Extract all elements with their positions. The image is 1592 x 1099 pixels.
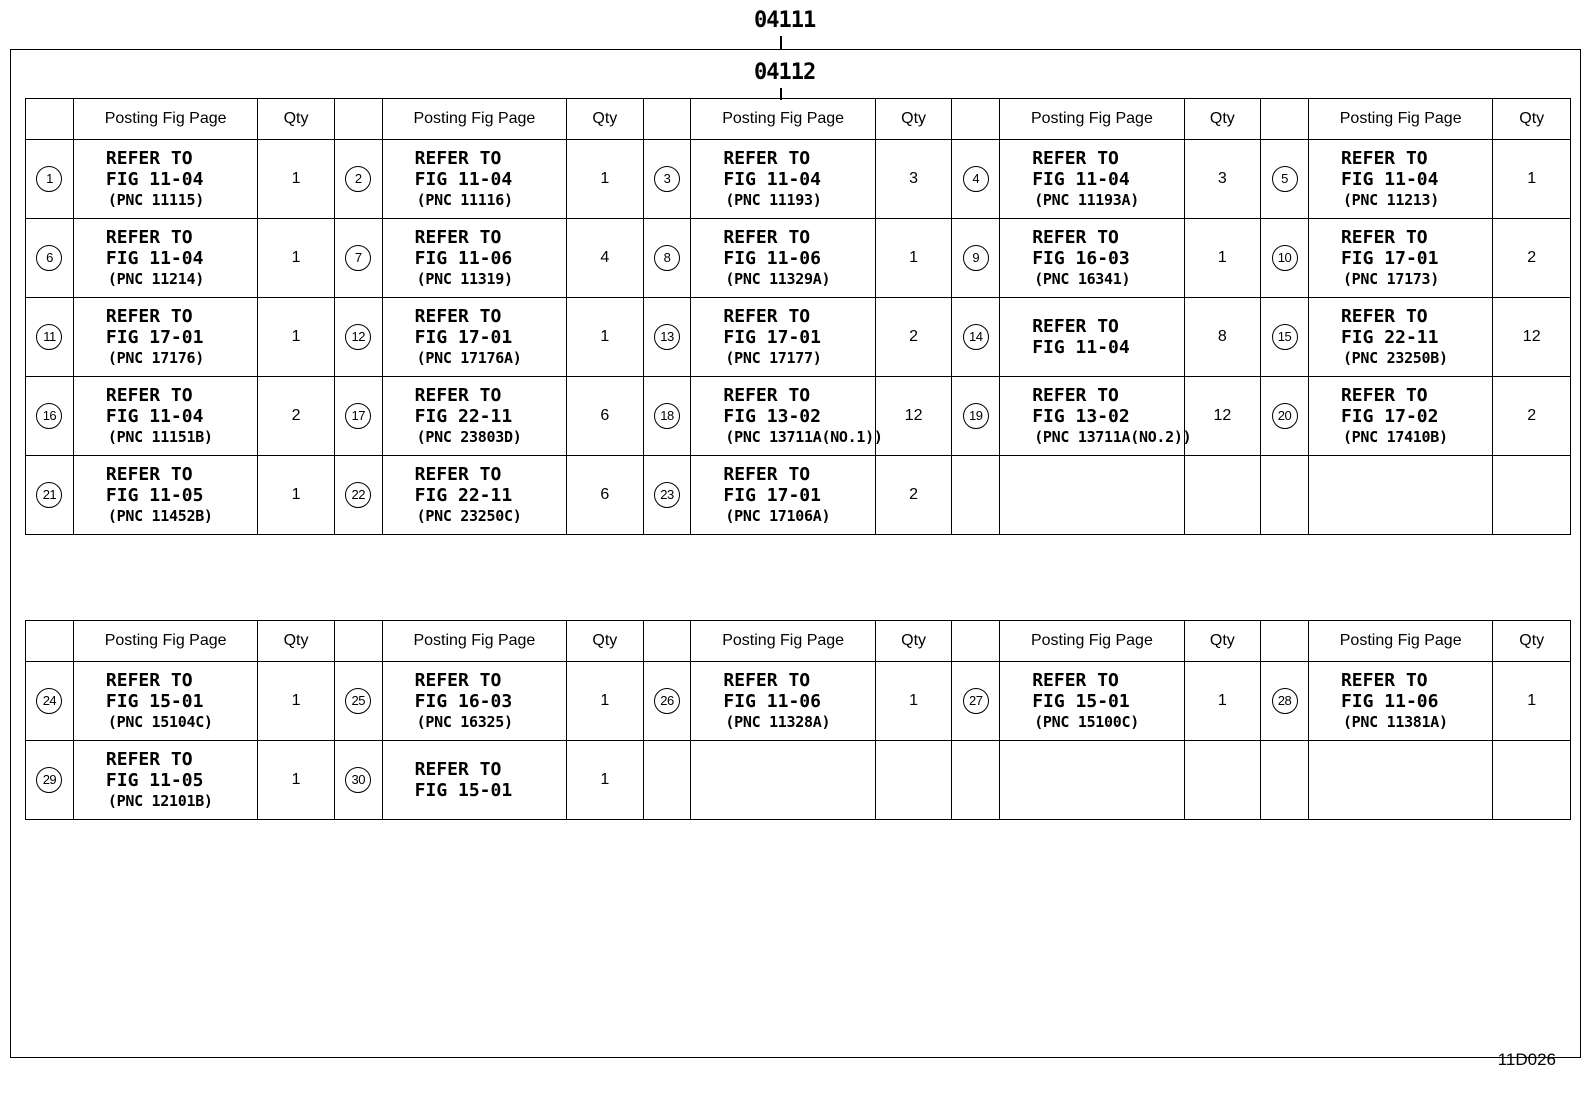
item-number-cell [334, 298, 382, 377]
reference-cell [1000, 298, 1184, 377]
circled-item-number: 21 [36, 482, 62, 508]
pnc-code: (PNC 11151B) [107, 427, 213, 446]
circled-item-number: 28 [1272, 688, 1298, 714]
refer-to-text: REFER TO [723, 226, 811, 248]
quantity-cell: 1 [567, 140, 643, 219]
pnc-code: (PNC 17106A) [725, 506, 831, 525]
figure-reference: FIG 11-05 [105, 769, 204, 791]
reference-cell [1308, 140, 1492, 219]
header-posting-fig-page: Posting Fig Page [691, 621, 875, 662]
pnc-code: (PNC 11213) [1342, 190, 1439, 209]
circled-item-number: 11 [36, 324, 62, 350]
pnc-code: (PNC 23250B) [1342, 348, 1448, 367]
item-number-cell [26, 456, 74, 535]
circled-item-number: 24 [36, 688, 62, 714]
circled-item-number: 8 [654, 245, 680, 271]
figure-reference: FIG 11-04 [105, 168, 204, 190]
reference-cell [73, 662, 257, 741]
circled-item-number: 10 [1272, 245, 1298, 271]
pnc-code: (PNC 13711A(NO.2)) [1034, 427, 1192, 446]
reference-cell [73, 377, 257, 456]
circled-item-number: 27 [963, 688, 989, 714]
header-posting-fig-page: Posting Fig Page [691, 99, 875, 140]
pnc-code: (PNC 15100C) [1034, 712, 1139, 731]
header-blank-cell [26, 621, 74, 662]
pnc-code: (PNC 15104C) [107, 712, 213, 731]
quantity-cell: 1 [567, 662, 643, 741]
pnc-code: (PNC 13711A(NO.1)) [725, 427, 883, 446]
figure-reference: FIG 11-04 [414, 168, 513, 190]
item-number-cell [952, 456, 1000, 535]
top-reference-table [25, 98, 1571, 535]
refer-to-text: REFER TO [414, 463, 502, 485]
item-number-cell [643, 741, 691, 820]
header-blank-cell [1261, 99, 1309, 140]
pnc-code: (PNC 16325) [416, 712, 513, 731]
header-qty: Qty [1184, 99, 1260, 140]
reference-cell [1308, 741, 1492, 820]
quantity-cell: 1 [1493, 662, 1571, 741]
reference-cell [1308, 377, 1492, 456]
figure-reference: FIG 11-04 [723, 168, 821, 190]
refer-to-text: REFER TO [105, 147, 193, 169]
header-blank-cell [952, 99, 1000, 140]
circled-item-number: 9 [963, 245, 989, 271]
item-number-cell [952, 662, 1000, 741]
reference-cell [382, 140, 566, 219]
circled-item-number: 19 [963, 403, 989, 429]
label-04112: 04112 [754, 60, 816, 85]
item-number-cell [334, 140, 382, 219]
pnc-code: (PNC 11193) [725, 190, 822, 209]
figure-reference: FIG 13-02 [723, 405, 821, 427]
pnc-code: (PNC 11329A) [725, 269, 831, 288]
circled-item-number: 17 [345, 403, 371, 429]
reference-cell [1000, 219, 1184, 298]
pnc-code: (PNC 11116) [416, 190, 513, 209]
quantity-cell: 1 [258, 662, 334, 741]
quantity-cell: 3 [1184, 140, 1260, 219]
quantity-cell [1184, 741, 1260, 820]
header-row [26, 621, 1571, 662]
reference-cell [1000, 377, 1192, 456]
figure-reference: FIG 11-04 [1032, 168, 1130, 190]
refer-to-text: REFER TO [1340, 147, 1428, 169]
refer-to-text: REFER TO [414, 305, 502, 327]
circled-item-number: 26 [654, 688, 680, 714]
reference-cell [382, 377, 566, 456]
quantity-cell [1493, 741, 1571, 820]
pnc-code: (PNC 17176) [107, 348, 204, 367]
table-row [26, 456, 1571, 535]
refer-to-text: REFER TO [1340, 384, 1428, 406]
pnc-code: (PNC 11193A) [1034, 190, 1139, 209]
reference-cell [1308, 298, 1492, 377]
refer-to-text: REFER TO [723, 463, 811, 485]
refer-to-text: REFER TO [1032, 669, 1119, 691]
refer-to-text: REFER TO [1032, 147, 1119, 169]
quantity-cell: 2 [875, 298, 951, 377]
header-blank-cell [334, 621, 382, 662]
figure-reference: FIG 11-04 [105, 405, 204, 427]
quantity-cell: 8 [1184, 298, 1260, 377]
reference-cell [691, 662, 875, 741]
figure-reference: FIG 11-04 [1340, 168, 1439, 190]
header-blank-cell [1261, 621, 1309, 662]
item-number-cell [26, 140, 74, 219]
figure-reference: FIG 11-06 [414, 247, 513, 269]
refer-to-text: REFER TO [105, 305, 193, 327]
item-number-cell [1261, 219, 1309, 298]
refer-to-text: REFER TO [105, 226, 193, 248]
reference-cell [691, 140, 875, 219]
quantity-cell: 12 [1184, 377, 1260, 456]
item-number-cell [26, 377, 74, 456]
circled-item-number: 3 [654, 166, 680, 192]
refer-to-text: REFER TO [414, 226, 502, 248]
refer-to-text: REFER TO [414, 147, 502, 169]
table-row [26, 662, 1571, 741]
reference-cell [382, 219, 566, 298]
quantity-cell: 1 [567, 741, 643, 820]
pnc-code: (PNC 16341) [1034, 269, 1131, 288]
refer-to-text: REFER TO [1032, 226, 1119, 248]
header-qty: Qty [1184, 621, 1260, 662]
table-row [26, 298, 1571, 377]
quantity-cell: 1 [875, 662, 951, 741]
header-qty: Qty [258, 621, 334, 662]
figure-reference: FIG 17-01 [414, 326, 513, 348]
refer-to-text: REFER TO [723, 147, 811, 169]
figure-reference: FIG 17-01 [723, 484, 821, 506]
header-posting-fig-page: Posting Fig Page [382, 621, 566, 662]
label-04111: 04111 [754, 8, 816, 33]
circled-item-number: 29 [36, 767, 62, 793]
header-blank-cell [334, 99, 382, 140]
reference-cell [1000, 741, 1184, 820]
circled-item-number: 5 [1272, 166, 1298, 192]
quantity-cell: 1 [258, 140, 334, 219]
header-posting-fig-page: Posting Fig Page [1000, 99, 1184, 140]
circled-item-number: 6 [36, 245, 62, 271]
pnc-code: (PNC 23803D) [416, 427, 522, 446]
quantity-cell: 12 [1493, 298, 1571, 377]
item-number-cell [334, 662, 382, 741]
figure-reference: FIG 22-11 [414, 405, 513, 427]
table-row [26, 219, 1571, 298]
item-number-cell [952, 219, 1000, 298]
figure-reference: FIG 13-02 [1032, 405, 1130, 427]
header-qty: Qty [567, 99, 643, 140]
reference-cell [1308, 219, 1492, 298]
refer-to-text: REFER TO [414, 669, 502, 691]
item-number-cell [1261, 662, 1309, 741]
item-number-cell [1261, 741, 1309, 820]
header-blank-cell [643, 621, 691, 662]
figure-code: 11D026 [1497, 1050, 1556, 1069]
reference-cell [382, 456, 566, 535]
figure-reference: FIG 11-06 [723, 247, 821, 269]
figure-reference: FIG 16-03 [414, 690, 513, 712]
item-number-cell [1261, 140, 1309, 219]
header-blank-cell [952, 621, 1000, 662]
figure-reference: FIG 17-01 [1340, 247, 1439, 269]
circled-item-number: 16 [36, 403, 62, 429]
circled-item-number: 13 [654, 324, 680, 350]
pnc-code: (PNC 11214) [107, 269, 204, 288]
pnc-code: (PNC 23250C) [416, 506, 522, 525]
quantity-cell [875, 741, 951, 820]
table-row [26, 377, 1571, 456]
figure-reference: FIG 16-03 [1032, 247, 1130, 269]
table-row [26, 140, 1571, 219]
reference-cell [73, 298, 257, 377]
pnc-code: (PNC 17177) [725, 348, 822, 367]
quantity-cell: 1 [875, 219, 951, 298]
reference-cell [691, 456, 875, 535]
quantity-cell: 1 [258, 741, 334, 820]
header-row [26, 99, 1571, 140]
item-number-cell [643, 298, 691, 377]
reference-cell [1308, 662, 1492, 741]
figure-reference: FIG 11-06 [1340, 690, 1439, 712]
pnc-code: (PNC 17173) [1342, 269, 1439, 288]
header-qty: Qty [258, 99, 334, 140]
circled-item-number: 12 [345, 324, 371, 350]
quantity-cell: 1 [258, 219, 334, 298]
pnc-code: (PNC 17410B) [1342, 427, 1448, 446]
figure-reference: FIG 15-01 [1032, 690, 1130, 712]
header-qty: Qty [875, 99, 951, 140]
item-number-cell [643, 456, 691, 535]
quantity-cell: 12 [875, 377, 951, 456]
pnc-code: (PNC 12101B) [107, 791, 213, 810]
reference-cell [382, 662, 566, 741]
refer-to-text: REFER TO [723, 305, 811, 327]
reference-cell [691, 377, 883, 456]
table-row [26, 741, 1571, 820]
refer-to-text: REFER TO [105, 669, 193, 691]
header-posting-fig-page: Posting Fig Page [1308, 99, 1492, 140]
reference-cell [1000, 662, 1184, 741]
quantity-cell: 6 [567, 377, 643, 456]
pnc-code: (PNC 11115) [107, 190, 204, 209]
refer-to-text: REFER TO [105, 384, 193, 406]
quantity-cell: 1 [258, 298, 334, 377]
refer-to-text: REFER TO [1340, 226, 1428, 248]
refer-to-text: REFER TO [1032, 384, 1119, 406]
header-posting-fig-page: Posting Fig Page [382, 99, 566, 140]
refer-to-text: REFER TO [414, 384, 502, 406]
quantity-cell: 2 [258, 377, 334, 456]
header-qty: Qty [875, 621, 951, 662]
refer-to-text: REFER TO [723, 384, 811, 406]
header-posting-fig-page: Posting Fig Page [1308, 621, 1492, 662]
circled-item-number: 1 [36, 166, 62, 192]
item-number-cell [952, 298, 1000, 377]
item-number-cell [1261, 377, 1309, 456]
reference-cell [691, 298, 875, 377]
pnc-code: (PNC 11319) [416, 269, 513, 288]
circled-item-number: 18 [654, 403, 680, 429]
reference-cell [73, 456, 257, 535]
reference-cell [73, 741, 257, 820]
reference-cell [73, 140, 257, 219]
quantity-cell [1493, 456, 1571, 535]
quantity-cell: 2 [1493, 377, 1571, 456]
reference-cell [382, 298, 566, 377]
item-number-cell [334, 377, 382, 456]
circled-item-number: 30 [345, 767, 371, 793]
figure-reference: FIG 17-02 [1340, 405, 1439, 427]
item-number-cell [643, 219, 691, 298]
quantity-cell: 6 [567, 456, 643, 535]
item-number-cell [643, 140, 691, 219]
item-number-cell [643, 662, 691, 741]
circled-item-number: 2 [345, 166, 371, 192]
leader-line-04111 [780, 36, 782, 50]
figure-reference: FIG 11-04 [105, 247, 204, 269]
quantity-cell: 1 [1184, 662, 1260, 741]
quantity-cell: 1 [1184, 219, 1260, 298]
item-number-cell [26, 741, 74, 820]
circled-item-number: 4 [963, 166, 989, 192]
item-number-cell [643, 377, 691, 456]
item-number-cell [26, 298, 74, 377]
figure-reference: FIG 15-01 [414, 780, 513, 801]
refer-to-text: REFER TO [1340, 305, 1428, 327]
reference-cell [1000, 140, 1184, 219]
item-number-cell [952, 741, 1000, 820]
bottom-reference-table [25, 620, 1571, 820]
circled-item-number: 7 [345, 245, 371, 271]
item-number-cell [26, 662, 74, 741]
figure-reference: FIG 22-11 [414, 484, 513, 506]
circled-item-number: 15 [1272, 324, 1298, 350]
header-blank-cell [26, 99, 74, 140]
refer-to-text: REFER TO [1340, 669, 1428, 691]
reference-cell [691, 741, 875, 820]
quantity-cell: 1 [1493, 140, 1571, 219]
quantity-cell: 2 [1493, 219, 1571, 298]
quantity-cell: 4 [567, 219, 643, 298]
refer-to-text: REFER TO [1032, 316, 1119, 337]
figure-reference: FIG 15-01 [105, 690, 204, 712]
figure-reference: FIG 11-06 [723, 690, 821, 712]
reference-cell [73, 219, 257, 298]
quantity-cell: 1 [258, 456, 334, 535]
refer-to-text: REFER TO [105, 748, 193, 770]
pnc-code: (PNC 17176A) [416, 348, 522, 367]
item-number-cell [1261, 456, 1309, 535]
circled-item-number: 22 [345, 482, 371, 508]
figure-reference: FIG 17-01 [105, 326, 204, 348]
circled-item-number: 14 [963, 324, 989, 350]
item-number-cell [952, 377, 1000, 456]
header-posting-fig-page: Posting Fig Page [73, 99, 257, 140]
pnc-code: (PNC 11452B) [107, 506, 213, 525]
circled-item-number: 23 [654, 482, 680, 508]
reference-cell [382, 741, 566, 820]
item-number-cell [26, 219, 74, 298]
header-posting-fig-page: Posting Fig Page [1000, 621, 1184, 662]
item-number-cell [334, 456, 382, 535]
pnc-code: (PNC 11381A) [1342, 712, 1448, 731]
refer-to-text: REFER TO [723, 669, 811, 691]
refer-to-text: REFER TO [105, 463, 193, 485]
quantity-cell: 1 [567, 298, 643, 377]
item-number-cell [1261, 298, 1309, 377]
figure-reference: FIG 11-05 [105, 484, 204, 506]
header-qty: Qty [567, 621, 643, 662]
quantity-cell: 3 [875, 140, 951, 219]
figure-reference: FIG 22-11 [1340, 326, 1439, 348]
item-number-cell [952, 140, 1000, 219]
reference-cell [1000, 456, 1184, 535]
refer-to-text: REFER TO [414, 759, 502, 780]
reference-cell [1308, 456, 1492, 535]
circled-item-number: 25 [345, 688, 371, 714]
quantity-cell [1184, 456, 1260, 535]
circled-item-number: 20 [1272, 403, 1298, 429]
figure-reference: FIG 17-01 [723, 326, 821, 348]
reference-cell [691, 219, 875, 298]
quantity-cell: 2 [875, 456, 951, 535]
header-blank-cell [643, 99, 691, 140]
figure-reference: FIG 11-04 [1032, 337, 1130, 358]
pnc-code: (PNC 11328A) [725, 712, 831, 731]
header-qty: Qty [1493, 99, 1571, 140]
item-number-cell [334, 741, 382, 820]
header-posting-fig-page: Posting Fig Page [73, 621, 257, 662]
header-qty: Qty [1493, 621, 1571, 662]
item-number-cell [334, 219, 382, 298]
